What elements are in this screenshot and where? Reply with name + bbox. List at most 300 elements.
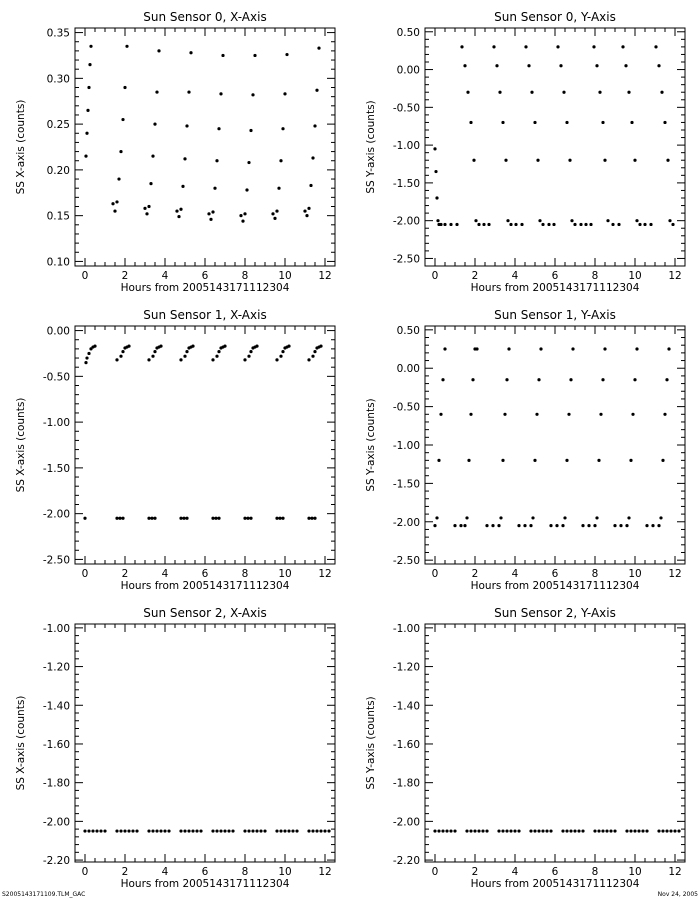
data-point <box>115 517 118 520</box>
data-point <box>113 209 116 212</box>
data-point <box>307 829 310 832</box>
y-tick-label: -2.00 <box>42 508 70 521</box>
x-tick-label: 8 <box>591 270 599 282</box>
data-point <box>91 829 94 832</box>
data-point <box>243 212 246 215</box>
data-point <box>435 196 438 199</box>
data-point <box>517 524 520 527</box>
data-point <box>305 214 308 217</box>
data-point <box>593 524 596 527</box>
data-point <box>601 121 604 124</box>
y-tick-label: -0.50 <box>42 371 70 384</box>
data-point <box>223 829 226 832</box>
y-axis-label: SS X-axis (counts) <box>15 695 27 791</box>
data-point <box>549 829 552 832</box>
y-tick-label: -1.00 <box>42 417 70 430</box>
data-point <box>505 829 508 832</box>
data-point <box>307 207 310 210</box>
x-tick-label: 10 <box>628 866 642 878</box>
data-point <box>147 829 150 832</box>
data-point <box>671 223 674 226</box>
chart-svg <box>350 0 700 298</box>
x-tick-label: 2 <box>121 866 129 878</box>
data-point <box>313 517 316 520</box>
data-point <box>88 63 91 66</box>
data-point <box>517 829 520 832</box>
data-point <box>275 517 278 520</box>
data-point <box>433 829 436 832</box>
x-tick-label: 10 <box>628 568 642 580</box>
chart-title: Sun Sensor 0, X-Axis <box>143 10 267 24</box>
y-tick-label: 0.50 <box>396 26 420 39</box>
data-point <box>221 54 224 57</box>
x-tick-label: 2 <box>471 568 479 580</box>
data-point <box>151 355 154 358</box>
data-point <box>589 223 592 226</box>
data-point <box>533 829 536 832</box>
x-axis-label: Hours from 2005143171112304 <box>120 580 290 592</box>
y-tick-label: -2.50 <box>392 555 420 568</box>
x-axis-label: Hours from 2005143171112304 <box>470 282 640 294</box>
data-point <box>287 829 290 832</box>
data-point <box>87 352 90 355</box>
data-point <box>603 159 606 162</box>
data-point <box>474 219 477 222</box>
data-point <box>83 517 86 520</box>
data-point <box>606 219 609 222</box>
y-tick-label: 0.50 <box>396 324 420 337</box>
data-point <box>507 347 510 350</box>
data-point <box>651 524 654 527</box>
x-tick-label: 10 <box>628 270 642 282</box>
y-tick-label: -1.50 <box>42 462 70 475</box>
data-point <box>666 159 669 162</box>
plot-frame <box>75 28 335 266</box>
data-point <box>657 829 660 832</box>
x-tick-label: 4 <box>161 568 169 580</box>
data-point <box>661 459 664 462</box>
chart-sun-sensor-0-y <box>350 0 700 298</box>
chart-sun-sensor-1-y <box>350 298 700 596</box>
data-point <box>593 829 596 832</box>
data-point <box>665 829 668 832</box>
data-point <box>449 829 452 832</box>
data-point <box>455 223 458 226</box>
data-point <box>439 413 442 416</box>
plot-frame <box>75 326 335 564</box>
data-point <box>310 517 313 520</box>
data-point <box>665 378 668 381</box>
data-point <box>472 159 475 162</box>
x-tick-label: 0 <box>81 866 89 878</box>
data-point <box>307 358 310 361</box>
data-point <box>453 524 456 527</box>
data-point <box>151 829 154 832</box>
data-point <box>536 159 539 162</box>
x-tick-label: 0 <box>431 270 439 282</box>
data-point <box>619 524 622 527</box>
data-point <box>611 223 614 226</box>
x-tick-label: 6 <box>551 568 559 580</box>
data-point <box>597 829 600 832</box>
data-point <box>121 118 124 121</box>
data-point <box>175 209 178 212</box>
data-point <box>223 345 226 348</box>
data-point <box>529 524 532 527</box>
data-point <box>621 45 624 48</box>
data-point <box>601 378 604 381</box>
data-point <box>435 516 438 519</box>
data-point <box>635 219 638 222</box>
x-axis-label: Hours from 2005143171112304 <box>120 878 290 890</box>
data-point <box>439 223 442 226</box>
data-point <box>669 829 672 832</box>
data-point <box>87 829 90 832</box>
data-point <box>598 91 601 94</box>
data-point <box>115 829 118 832</box>
y-tick-label: -2.50 <box>392 253 420 266</box>
x-tick-label: 12 <box>668 568 682 580</box>
data-point <box>631 413 634 416</box>
x-tick-label: 8 <box>241 568 249 580</box>
data-point <box>121 350 124 353</box>
data-point <box>315 89 318 92</box>
chart-svg <box>350 596 700 894</box>
data-point <box>569 829 572 832</box>
data-point <box>654 45 657 48</box>
data-point <box>103 829 106 832</box>
data-point <box>219 92 222 95</box>
data-point <box>281 517 284 520</box>
data-point <box>271 212 274 215</box>
x-tick-label: 2 <box>121 270 129 282</box>
data-point <box>537 829 540 832</box>
x-tick-label: 8 <box>591 866 599 878</box>
data-point <box>603 347 606 350</box>
data-point <box>278 517 281 520</box>
data-point <box>630 121 633 124</box>
data-point <box>497 524 500 527</box>
chart-svg <box>0 596 350 894</box>
data-point <box>506 219 509 222</box>
y-tick-label: 0.00 <box>46 325 70 338</box>
data-point <box>253 54 256 57</box>
data-point <box>149 182 152 185</box>
data-point <box>125 45 128 48</box>
data-point <box>291 829 294 832</box>
data-point <box>465 516 468 519</box>
data-point <box>463 524 466 527</box>
data-point <box>668 219 671 222</box>
plot-frame <box>425 624 685 862</box>
data-point <box>243 517 246 520</box>
data-point <box>319 829 322 832</box>
y-tick-label: -2.20 <box>392 855 420 868</box>
data-point <box>577 829 580 832</box>
data-point <box>441 378 444 381</box>
data-point <box>281 127 284 130</box>
y-tick-label: 0.10 <box>46 256 70 269</box>
chart-svg <box>0 298 350 596</box>
data-point <box>436 219 439 222</box>
data-point <box>538 219 541 222</box>
data-point <box>315 829 318 832</box>
x-tick-label: 0 <box>431 568 439 580</box>
data-point <box>552 223 555 226</box>
data-point <box>183 829 186 832</box>
y-tick-label: -1.00 <box>392 622 420 635</box>
chart-title: Sun Sensor 1, Y-Axis <box>494 308 616 322</box>
y-tick-label: -1.00 <box>392 440 420 452</box>
data-point <box>514 223 517 226</box>
chart-svg <box>0 0 350 298</box>
data-point <box>123 86 126 89</box>
chart-title: Sun Sensor 1, X-Axis <box>143 308 267 322</box>
data-point <box>627 91 630 94</box>
data-point <box>195 829 198 832</box>
chart-sun-sensor-0-x <box>0 0 350 298</box>
data-point <box>117 177 120 180</box>
data-point <box>466 91 469 94</box>
data-point <box>150 517 153 520</box>
data-point <box>667 347 670 350</box>
data-point <box>151 155 154 158</box>
y-tick-label: 0.25 <box>46 119 70 132</box>
x-tick-label: 10 <box>278 568 292 580</box>
data-point <box>153 350 156 353</box>
data-point <box>633 159 636 162</box>
data-point <box>147 517 150 520</box>
x-tick-label: 0 <box>81 568 89 580</box>
data-point <box>311 829 314 832</box>
data-point <box>199 829 202 832</box>
x-tick-label: 2 <box>471 866 479 878</box>
data-point <box>121 517 124 520</box>
x-tick-label: 2 <box>471 270 479 282</box>
y-tick-label: -1.40 <box>392 700 420 713</box>
data-point <box>595 64 598 67</box>
data-point <box>613 524 616 527</box>
data-point <box>163 829 166 832</box>
y-tick-label: -2.00 <box>392 516 420 529</box>
data-point <box>211 829 214 832</box>
data-point <box>211 210 214 213</box>
data-point <box>677 829 680 832</box>
data-point <box>467 459 470 462</box>
data-point <box>579 223 582 226</box>
data-point <box>241 220 244 223</box>
data-point <box>283 92 286 95</box>
data-point <box>86 109 89 112</box>
data-point <box>183 355 186 358</box>
data-point <box>673 829 676 832</box>
data-point <box>581 524 584 527</box>
data-point <box>279 355 282 358</box>
data-point <box>453 829 456 832</box>
data-point <box>473 829 476 832</box>
data-point <box>469 413 472 416</box>
data-point <box>605 829 608 832</box>
data-point <box>485 829 488 832</box>
data-point <box>541 223 544 226</box>
x-tick-label: 4 <box>161 866 169 878</box>
data-point <box>275 829 278 832</box>
data-point <box>131 829 134 832</box>
data-point <box>155 90 158 93</box>
data-point <box>119 150 122 153</box>
chart-sun-sensor-2-y <box>350 596 700 894</box>
data-point <box>317 47 320 50</box>
data-point <box>627 516 630 519</box>
x-tick-label: 6 <box>201 270 209 282</box>
data-point <box>469 829 472 832</box>
data-point <box>285 53 288 56</box>
data-point <box>179 358 182 361</box>
data-point <box>277 187 280 190</box>
data-point <box>567 413 570 416</box>
x-tick-label: 6 <box>551 866 559 878</box>
plot-frame <box>425 326 685 564</box>
data-point <box>617 223 620 226</box>
data-point <box>275 358 278 361</box>
data-point <box>491 524 494 527</box>
data-point <box>153 517 156 520</box>
y-tick-label: -1.00 <box>42 622 70 635</box>
data-point <box>89 45 92 48</box>
data-point <box>93 345 96 348</box>
y-tick-label: -2.00 <box>42 816 70 829</box>
y-tick-label: -1.60 <box>392 738 420 751</box>
data-point <box>513 829 516 832</box>
data-point <box>643 223 646 226</box>
data-point <box>661 829 664 832</box>
data-point <box>145 212 148 215</box>
y-tick-label: -1.80 <box>42 777 70 790</box>
data-point <box>613 829 616 832</box>
data-point <box>209 218 212 221</box>
data-point <box>207 212 210 215</box>
data-point <box>85 132 88 135</box>
data-point <box>115 200 118 203</box>
x-tick-label: 2 <box>121 568 129 580</box>
data-point <box>185 124 188 127</box>
y-tick-label: -1.80 <box>392 777 420 790</box>
data-point <box>609 829 612 832</box>
data-point <box>592 45 595 48</box>
data-point <box>660 91 663 94</box>
data-point <box>153 123 156 126</box>
footer-date: Nov 24, 2005 <box>657 891 698 898</box>
data-point <box>327 829 330 832</box>
data-point <box>463 64 466 67</box>
y-tick-label: -1.20 <box>392 661 420 674</box>
data-point <box>503 413 506 416</box>
data-point <box>571 347 574 350</box>
data-point <box>501 459 504 462</box>
data-point <box>279 159 282 162</box>
data-point <box>443 347 446 350</box>
data-point <box>563 516 566 519</box>
data-point <box>303 209 306 212</box>
y-tick-label: -2.20 <box>42 855 70 868</box>
data-point <box>115 358 118 361</box>
data-point <box>118 517 121 520</box>
data-point <box>215 355 218 358</box>
data-point <box>638 223 641 226</box>
data-point <box>477 829 480 832</box>
data-point <box>529 829 532 832</box>
data-point <box>649 223 652 226</box>
data-point <box>565 121 568 124</box>
x-tick-label: 0 <box>81 270 89 282</box>
data-point <box>99 829 102 832</box>
y-tick-label: 0.00 <box>396 64 420 77</box>
data-point <box>239 214 242 217</box>
data-point <box>255 829 258 832</box>
data-point <box>434 170 437 173</box>
y-axis-label: SS X-axis (counts) <box>15 99 27 195</box>
x-tick-label: 6 <box>201 568 209 580</box>
data-point <box>561 829 564 832</box>
data-point <box>247 355 250 358</box>
data-point <box>187 829 190 832</box>
y-tick-label: -2.00 <box>392 816 420 829</box>
data-point <box>487 223 490 226</box>
data-point <box>127 345 130 348</box>
data-point <box>159 345 162 348</box>
data-point <box>570 219 573 222</box>
data-point <box>635 347 638 350</box>
data-point <box>84 361 87 364</box>
data-point <box>87 86 90 89</box>
data-point <box>465 829 468 832</box>
data-point <box>460 45 463 48</box>
data-point <box>211 517 214 520</box>
data-point <box>191 345 194 348</box>
data-point <box>179 829 182 832</box>
plot-frame <box>425 28 685 266</box>
data-point <box>549 524 552 527</box>
data-point <box>481 829 484 832</box>
data-point <box>645 829 648 832</box>
y-axis-label: SS Y-axis (counts) <box>365 100 377 194</box>
data-point <box>259 829 262 832</box>
data-point <box>475 347 478 350</box>
data-point <box>433 147 436 150</box>
x-tick-label: 12 <box>668 866 682 878</box>
data-point <box>495 64 498 67</box>
data-point <box>657 64 660 67</box>
y-tick-label: -1.00 <box>392 140 420 153</box>
data-point <box>449 223 452 226</box>
data-point <box>243 358 246 361</box>
y-tick-label: -2.00 <box>392 215 420 228</box>
data-point <box>633 829 636 832</box>
data-point <box>179 517 182 520</box>
y-tick-label: 0.35 <box>46 27 70 40</box>
data-point <box>501 121 504 124</box>
y-tick-label: 0.20 <box>46 164 70 177</box>
data-point <box>485 524 488 527</box>
data-point <box>659 516 662 519</box>
data-point <box>497 829 500 832</box>
data-point <box>433 524 436 527</box>
data-point <box>645 524 648 527</box>
data-point <box>595 516 598 519</box>
data-point <box>167 829 170 832</box>
data-point <box>437 829 440 832</box>
data-point <box>295 829 298 832</box>
